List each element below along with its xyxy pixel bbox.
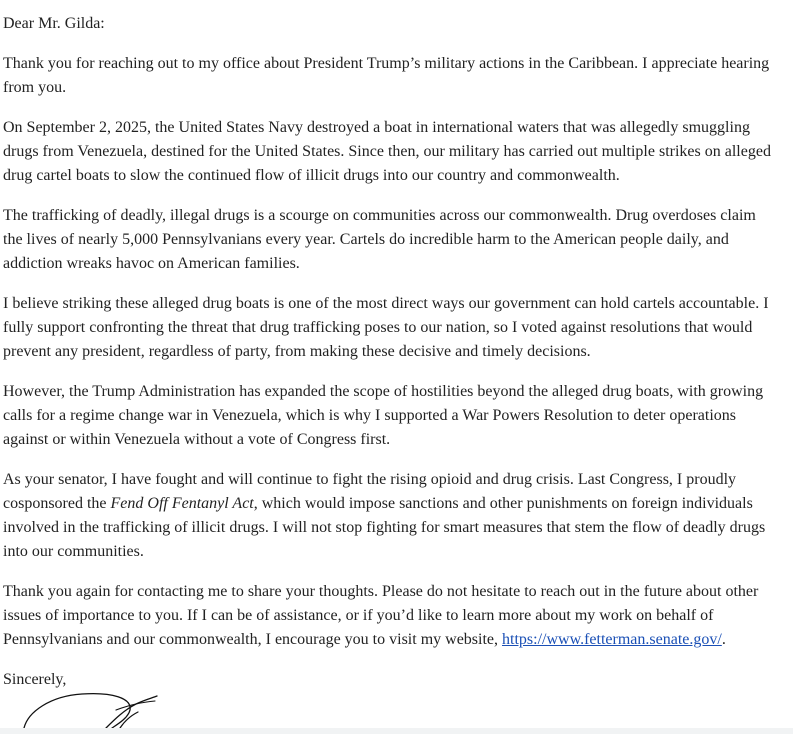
paragraph-closing-thanks — [3, 580, 778, 652]
thanks-text-after: . — [721, 631, 726, 648]
fend-off-fentanyl-act-title: Fend Off Fentanyl Act — [110, 495, 254, 512]
paragraph-navy-strike: On September 2, 2025, the United States Navy destroyed a boat in international waters that was allegedly smuggling drugs from Venezuela, destined for the United States. Since then, our military has carried out multiple strikes on alleged drug cartel boats to slow the continued flow of illicit drugs into our country and commonwealth. — [3, 119, 771, 184]
letter-content — [3, 12, 778, 692]
paragraph-trafficking: The trafficking of deadly, illegal drugs is a scourge on communities across our commonwealth. Drug overdoses claim the lives of nearly 5,000 Pennsylvanians every year. Cartels do incredible harm to the American people daily, and addiction wreaks havoc on American families. — [3, 207, 756, 272]
paragraph-fentanyl-act — [3, 468, 778, 564]
closing-sincerely: Sincerely, — [3, 671, 67, 688]
fentanyl-text-after: , which would impose sanctions and other punishments on foreign individuals involved in the trafficking of illicit drugs. I will not stop fighting for smart measures that stem the flow of deadly drugs into our communities. — [3, 495, 766, 560]
salutation: Dear Mr. Gilda: — [3, 15, 105, 32]
paragraph-intro: Thank you for reaching out to my office about President Trump’s military actions in the Caribbean. I appreciate hearing from you. — [3, 55, 770, 96]
bottom-divider — [0, 728, 793, 734]
fentanyl-text-before: As your senator, I have fought and will continue to fight the rising opioid and drug crisis. Last Congress, I proudly cosponsored the — [3, 471, 737, 512]
thanks-text-before: Thank you again for contacting me to share your thoughts. Please do not hesitate to reach out in the future about other issues of importance to you. If I can be of assistance, or if you’d like to learn more about my work on behalf of Pennsylvanians and our commonwealth, I encourage you to visit my website, — [3, 583, 759, 648]
paragraph-war-powers: However, the Trump Administration has expanded the scope of hostilities beyond the alleged drug boats, with growing calls for a regime change war in Venezuela, which is why I supported a War Powers Resolution to deter operations against or within Venezuela without a vote of Congress first. — [3, 383, 764, 448]
senator-website-link[interactable]: https://www.fetterman.senate.gov/ — [502, 631, 722, 648]
paragraph-support-strikes: I believe striking these alleged drug boats is one of the most direct ways our government can hold cartels accountable. I fully support confronting the threat that drug trafficking poses to our nation, so I voted against resolutions that would prevent any president, regardless of party, from making these decisive and timely decisions. — [3, 295, 769, 360]
